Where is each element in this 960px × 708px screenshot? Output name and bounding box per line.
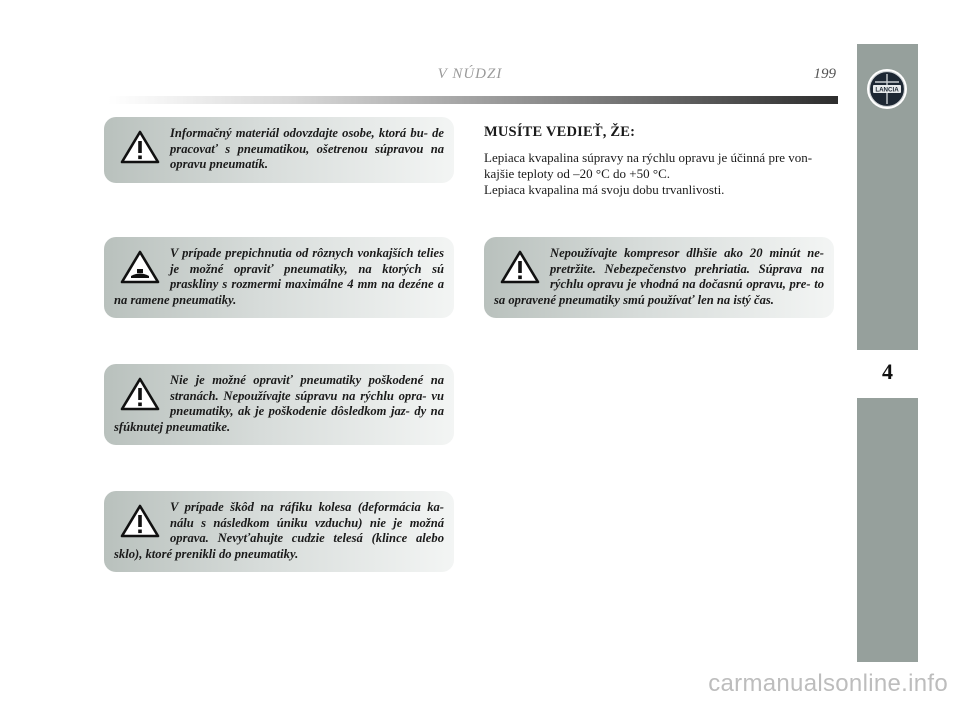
section-title: MUSÍTE VEDIEŤ, ŽE: xyxy=(484,124,636,140)
warning-box-4 xyxy=(104,491,454,572)
warning-triangle-icon xyxy=(120,250,160,284)
warning-box-1 xyxy=(104,117,454,183)
warning-text-4: V prípade škôd na ráfiku kolesa (deformácia ka- nálu s následkom úniku vzduchu) nie je možná oprava. Nevyťahujte cudzie telesá (klince alebo sklo), ktoré prenikli do pneumatiky. xyxy=(114,500,444,561)
header-rule xyxy=(108,96,838,104)
warning-box-2 xyxy=(104,237,454,318)
watermark: carmanualsonline.info xyxy=(708,670,948,697)
warning-triangle-icon xyxy=(120,504,160,538)
warning-triangle-icon xyxy=(120,130,160,164)
lancia-logo xyxy=(866,68,908,110)
warning-text-3: Nie je možné opraviť pneumatiky poškodené na stranách. Nepoužívajte súpravu na rýchlu opra- vu pneumatiky, ak je poškodenie dôsledkom jaz- dy na sfúknutej pneumatike. xyxy=(114,373,444,434)
side-tab-bottom xyxy=(857,398,918,662)
chapter-number: 4 xyxy=(857,352,918,396)
warning-triangle-icon xyxy=(120,377,160,411)
page-number: 199 xyxy=(813,66,836,82)
body-paragraph-1: Lepiaca kvapalina súpravy na rýchlu opravu je účinná pre von- kajšie teploty od –20 °C do +50 °C. xyxy=(484,150,813,181)
warning-text-2: V prípade prepichnutia od rôznych vonkajších telies je možné opraviť pneumatiky, na ktorých sú praskliny s rozmermi maximálne 4 mm na dezéne a na ramene pneumatiky. xyxy=(114,246,444,307)
warning-box-3 xyxy=(104,364,454,445)
body-text xyxy=(484,150,836,198)
svg-text:LANCIA: LANCIA xyxy=(875,86,899,94)
warning-triangle-icon xyxy=(500,250,540,284)
warning-text-right: Nepoužívajte kompresor dlhšie ako 20 minút ne- pretržite. Nebezpečenstvo prehriatia. Súprava na rýchlu opravu je vhodná na dočasnú opravu, pre- to sa opravené pneumatiky smú používať len na istý čas. xyxy=(494,246,824,307)
body-paragraph-2: Lepiaca kvapalina má svoju dobu trvanlivosti. xyxy=(484,182,725,197)
warning-text-1: Informačný materiál odovzdajte osobe, ktorá bu- de pracovať s pneumatikou, ošetrenou súpravou na opravu pneumatík. xyxy=(170,126,444,171)
header-title: V NÚDZI xyxy=(437,66,503,82)
warning-box-right xyxy=(484,237,834,318)
